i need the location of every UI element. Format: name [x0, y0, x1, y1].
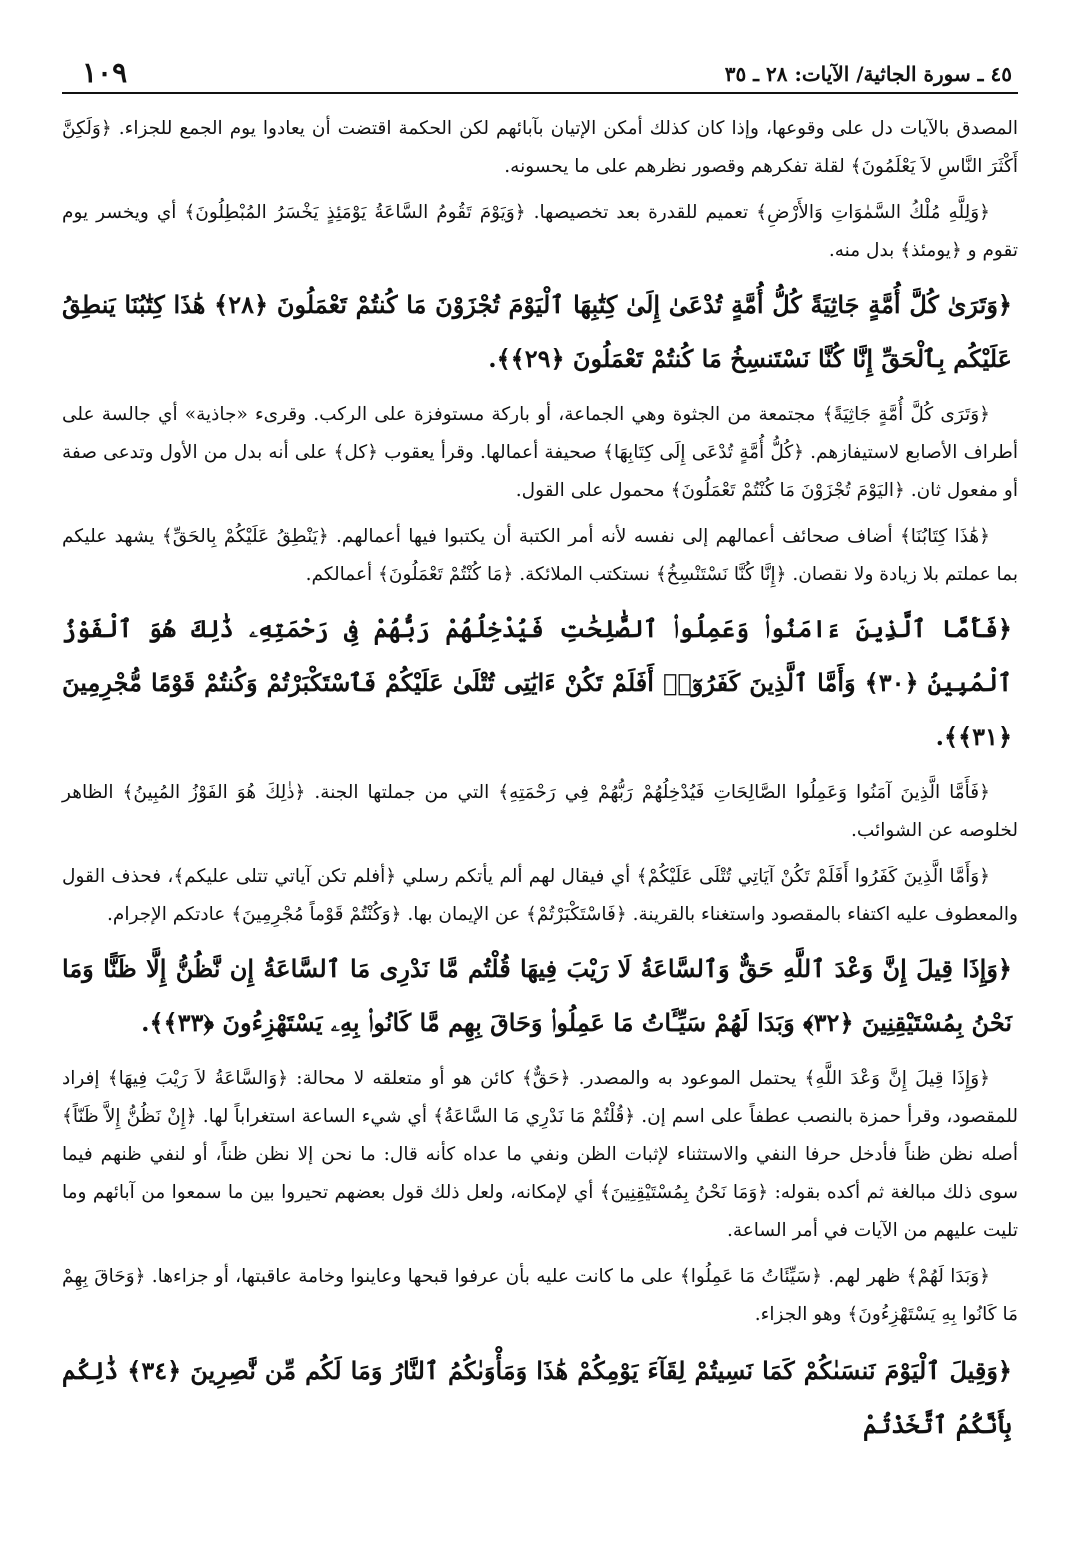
- commentary-paragraph: ﴿وَتَرَى كُلَّ أُمَّةٍ جَاثِيَةً﴾ مجتمعة من الجثوة وهي الجماعة، أو باركة مستوفزة على الركب. وقرىء «جاذية» أي جالسة على أطراف الأصابع لاستيفازهم. ﴿كُلُّ أُمَّةٍ تُدْعَى إِلَى كِتَابِهَا﴾ صحيفة أعمالها. وقرأ يعقوب ﴿كل﴾ على أنه بدل من الأول وتدعى صفة أو مفعول ثان. ﴿اليَوْمَ تُجْزَوْنَ مَا كُنْتُمْ تَعْمَلُونَ﴾ محمول على القول.: [62, 404, 1018, 501]
- page-body: [62, 110, 1018, 1452]
- commentary-paragraph: ﴿وَلِلَّهِ مُلْكُ السَّمٰوَاتِ وَالأَرْضِ﴾ تعميم للقدرة بعد تخصيصها. ﴿وَيَوْمَ تَقُومُ السَّاعَةُ يَوْمَئِذٍ يَخْسَرُ المُبْطِلُونَ﴾ أي ويخسر يوم تقوم و ﴿يومئذ﴾ بدل منه.: [62, 202, 1018, 261]
- commentary-paragraph: ﴿وَأَمَّا الَّذِينَ كَفَرُوا أَفَلَمْ تَكُنْ آيَاتِي تُتْلَى عَلَيْكُمْ﴾ أي فيقال لهم ألم يأتكم رسلي ﴿أفلم تكن آياتي تتلى عليكم﴾، فحذف القول والمعطوف عليه اكتفاء بالمقصود واستغناء بالقرينة. ﴿فَاسْتَكْبَرْتُمْ﴾ عن الإيمان بها. ﴿وَكُنْتُمْ قَوْماً مُجْرِمِينَ﴾ عادتكم الإجرام.: [62, 866, 1018, 925]
- quran-verse-block: ﴿وَإِذَا قِيلَ إِنَّ وَعْدَ ٱللَّهِ حَقٌّ وَٱلسَّاعَةُ لَا رَيْبَ فِيهَا قُلْتُم مَّا نَدْرِى مَا ٱلسَّاعَةُ إِن نَّظُنُّ إِلَّا ظَنًّا وَمَا نَحْنُ بِمُسْتَيْقِنِينَ ﴿٣٢﴾ وَبَدَا لَهُمْ سَيِّـَٔاتُ مَا عَمِلُوا۟ وَحَاقَ بِهِم مَّا كَانُوا۟ بِهِۦ يَسْتَهْزِءُونَ ﴿٣٣﴾﴾.: [62, 954, 1012, 1037]
- commentary-paragraph: ﴿فَأَمَّا الَّذِينَ آمَنُوا وَعَمِلُوا الصَّالِحَاتِ فَيُدْخِلُهُمْ رَبُّهُمْ فِي رَحْمَتِهِ﴾ التي من جملتها الجنة. ﴿ذٰلِكَ هُوَ الفَوْزُ المُبِينُ﴾ الظاهر لخلوصه عن الشوائب.: [62, 782, 1018, 841]
- commentary-paragraph: المصدق بالآيات دل على وقوعها، وإذا كان كذلك أمكن الإتيان بآبائهم لكن الحكمة اقتضت أن يعادوا يوم الجمع للجزاء. ﴿وَلَكِنَّ أَكْثَرَ النَّاسِ لاَ يَعْلَمُونَ﴾ لقلة تفكرهم وقصور نظرهم على ما يحسونه.: [62, 118, 1018, 177]
- quran-verse-block: ﴿وَتَرَىٰ كُلَّ أُمَّةٍ جَاثِيَةً كُلُّ أُمَّةٍ تُدْعَىٰ إِلَىٰ كِتَٰبِهَا ٱلْيَوْمَ تُجْزَوْنَ مَا كُنتُمْ تَعْمَلُونَ ﴿٢٨﴾ هَٰذَا كِتَٰبُنَا يَنطِقُ عَلَيْكُم بِٱلْحَقِّ إِنَّا كُنَّا نَسْتَنسِخُ مَا كُنتُمْ تَعْمَلُونَ ﴿٢٩﴾﴾.: [62, 290, 1012, 373]
- page-number: ١٠٩: [82, 56, 128, 89]
- commentary-paragraph: ﴿هَٰذَا كِتَابُنَا﴾ أضاف صحائف أعمالهم إلى نفسه لأنه أمر الكتبة أن يكتبوا فيها أعمالهم. ﴿يَنْطِقُ عَلَيْكُمْ بِالحَقِّ﴾ يشهد عليكم بما عملتم بلا زيادة ولا نقصان. ﴿إِنَّا كُنَّا نَسْتَنْسِخُ﴾ نستكتب الملائكة. ﴿مَا كُنْتُمْ تَعْمَلُونَ﴾ أعمالكم.: [62, 526, 1018, 585]
- surah-title: ٤٥ ـ سورة الجاثية/ الآيات: ٢٨ ـ ٣٥: [724, 62, 1012, 86]
- quran-verse-block: ﴿وَقِيلَ ٱلْيَوْمَ نَنسَىٰكُمْ كَمَا نَسِيتُمْ لِقَآءَ يَوْمِكُمْ هَٰذَا وَمَأْوَىٰكُمُ ٱلنَّارُ وَمَا لَكُم مِّن نَّٰصِرِينَ ﴿٣٤﴾ ذَٰلِكُم بِأَنَّكُمُ ٱتَّخَذْتُمْ: [62, 1356, 1012, 1439]
- running-header: [62, 52, 1018, 94]
- commentary-paragraph: ﴿وَبَدَا لَهُمْ﴾ ظهر لهم. ﴿سَيِّئَاتُ مَا عَمِلُوا﴾ على ما كانت عليه بأن عرفوا قبحها وعاينوا وخامة عاقبتها، أو جزاءها. ﴿وَحَاقَ بِهِمْ مَا كَانُوا بِهِ يَسْتَهْزِءُونَ﴾ وهو الجزاء.: [62, 1266, 1018, 1325]
- quran-verse-block: ﴿فَأَمَّا ٱلَّذِينَ ءَامَنُوا۟ وَعَمِلُوا۟ ٱلصَّٰلِحَٰتِ فَيُدْخِلُهُمْ رَبُّهُمْ فِى رَحْمَتِهِۦ ذَٰلِكَ هُوَ ٱلْفَوْزُ ٱلْمُبِينُ ﴿٣٠﴾ وَأَمَّا ٱلَّذِينَ كَفَرُوٓا۟ أَفَلَمْ تَكُنْ ءَايَٰتِى تُتْلَىٰ عَلَيْكُمْ فَٱسْتَكْبَرْتُمْ وَكُنتُمْ قَوْمًا مُّجْرِمِينَ ﴿٣١﴾﴾.: [62, 614, 1013, 751]
- commentary-paragraph: ﴿وَإِذَا قِيلَ إِنَّ وَعْدَ اللَّهِ﴾ يحتمل الموعود به والمصدر. ﴿حَقٌّ﴾ كائن هو أو متعلقه لا محالة: ﴿وَالسَّاعَةُ لاَ رَيْبَ فِيهَا﴾ إفراد للمقصود، وقرأ حمزة بالنصب عطفاً على اسم إن. ﴿قُلْتُمْ مَا نَدْرِي مَا السَّاعَةُ﴾ أي شيء الساعة استغراباً لها. ﴿إِنْ نَظُنُّ إِلاَّ ظَنّاً﴾ أصله نظن ظناً فأدخل حرفا النفي والاستثناء لإثبات الظن ونفي ما عداه كأنه قال: ما نحن إلا نظن ظناً، أو لنفي ظنهم فيما سوى ذلك مبالغة ثم أكده بقوله: ﴿وَمَا نَحْنُ بِمُسْتَيْقِنِينَ﴾ أي لإمكانه، ولعل ذلك قول بعضهم تحيروا بين ما سمعوا من آبائهم وما تليت عليهم من الآيات في أمر الساعة.: [62, 1068, 1018, 1241]
